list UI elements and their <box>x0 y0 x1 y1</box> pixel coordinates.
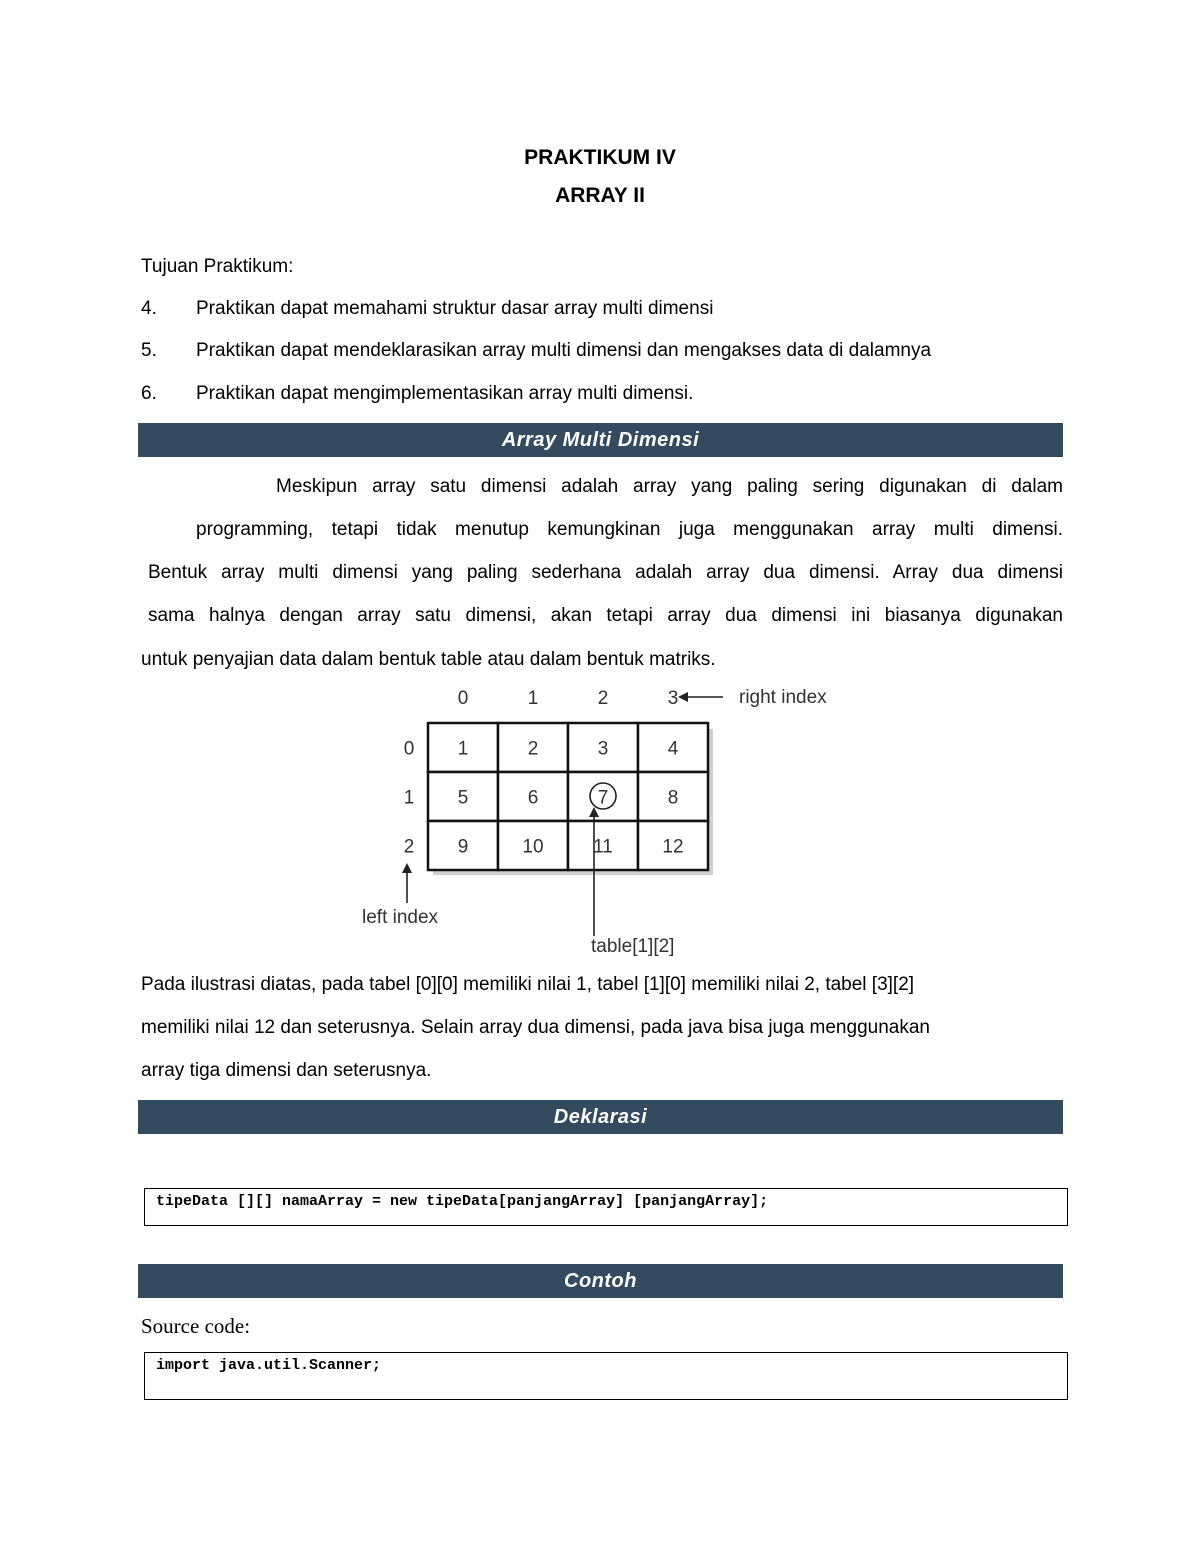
section-header-declaration: Deklarasi <box>138 1100 1063 1134</box>
source-code-label: Source code: <box>141 1314 251 1338</box>
objective-number: 5. <box>141 340 157 361</box>
paragraph-line: array tiga dimensi dan seterusnya. <box>141 1060 432 1081</box>
row-index: 0 <box>403 738 415 760</box>
cell-value: 8 <box>667 787 679 809</box>
objective-text: Praktikan dapat mengimplementasikan array multi dimensi. <box>196 383 694 404</box>
cell-value: 7 <box>597 787 609 809</box>
objective-text: Praktikan dapat mendeklarasikan array multi dimensi dan mengakses data di dalamnya <box>196 340 932 361</box>
paragraph-line: memiliki nilai 12 dan seterusnya. Selain array dua dimensi, pada java bisa juga menggunakan <box>141 1017 930 1038</box>
cell-value: 2 <box>527 738 539 760</box>
element-label: table[1][2] <box>591 936 675 957</box>
paragraph-line: Meskipun array satu dimensi adalah array yang paling sering digunakan di dalam <box>276 476 1063 497</box>
cell-value: 5 <box>457 787 469 809</box>
column-index: 2 <box>597 688 609 709</box>
page-title: PRAKTIKUM IV <box>524 146 676 169</box>
section-header-example: Contoh <box>138 1264 1063 1298</box>
objectives-heading: Tujuan Praktikum: <box>141 256 294 277</box>
cell-value: 6 <box>527 787 539 809</box>
section-header-multi: Array Multi Dimensi <box>138 423 1063 457</box>
cell-value: 10 <box>522 836 544 858</box>
objective-text: Praktikan dapat memahami struktur dasar array multi dimensi <box>196 298 714 319</box>
cell-value: 3 <box>597 738 609 760</box>
paragraph-line: programming, tetapi tidak menutup kemungkinan juga menggunakan array multi dimensi. <box>196 519 1063 540</box>
objective-number: 4. <box>141 298 157 319</box>
cell-value: 11 <box>593 836 613 858</box>
cell-value: 1 <box>457 738 469 760</box>
paragraph-line: sama halnya dengan array satu dimensi, akan tetapi array dua dimensi ini biasanya digunakan <box>148 605 1063 626</box>
paragraph-line: untuk penyajian data dalam bentuk table atau dalam bentuk matriks. <box>141 649 716 670</box>
column-index: 3 <box>667 688 679 709</box>
cell-value: 12 <box>662 836 684 858</box>
row-index: 1 <box>403 787 415 809</box>
example-code-block: import java.util.Scanner; <box>144 1352 1068 1400</box>
cell-value: 9 <box>457 836 469 858</box>
column-index: 1 <box>527 688 539 709</box>
array-grid <box>428 723 708 870</box>
objective-number: 6. <box>141 383 157 404</box>
row-index: 2 <box>403 836 415 858</box>
cell-value: 4 <box>667 738 679 760</box>
right-index-label: right index <box>739 687 827 708</box>
left-index-label: left index <box>362 907 439 928</box>
paragraph-line: Bentuk array multi dimensi yang paling sederhana adalah array dua dimensi. Array dua dimensi <box>148 562 1063 583</box>
page-subtitle: ARRAY II <box>555 184 645 207</box>
declaration-code-block: tipeData [][] namaArray = new tipeData[panjangArray] [panjangArray]; <box>144 1188 1068 1226</box>
paragraph-line: Pada ilustrasi diatas, pada tabel [0][0] memiliki nilai 1, tabel [1][0] memiliki nilai 2, tabel [3][2] <box>141 974 915 995</box>
column-index: 0 <box>457 688 469 709</box>
